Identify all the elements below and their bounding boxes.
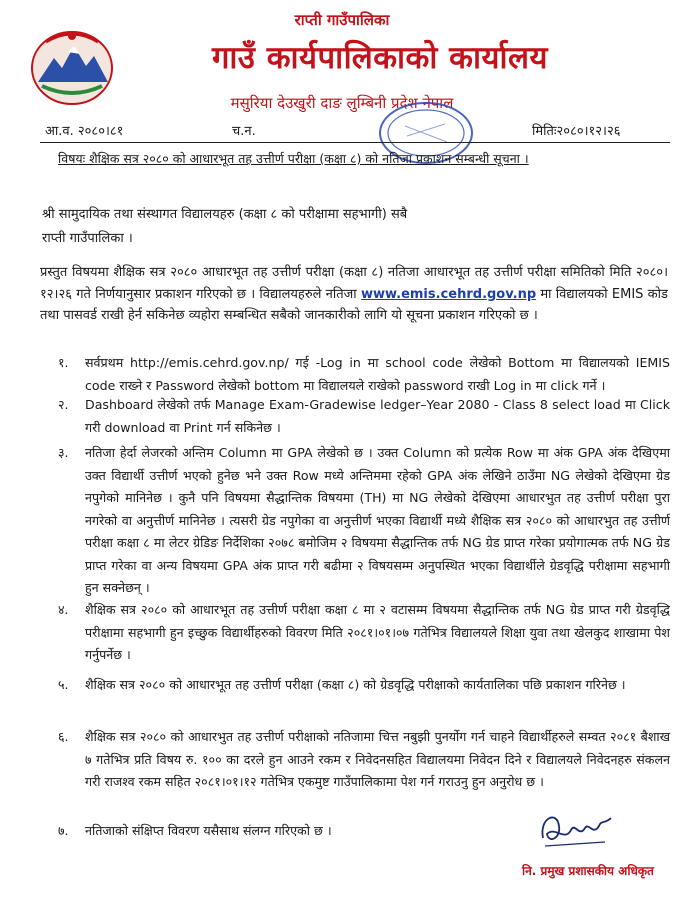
signature: [535, 808, 615, 854]
item-text: नतिजाको संक्षिप्त विवरण यसैसाथ संलग्न गरिएको छ ।: [85, 823, 332, 838]
item-number: ४.: [58, 602, 69, 617]
header-divider: [40, 142, 670, 143]
item-number: ५.: [58, 677, 69, 692]
dispatch-number: च.न.: [232, 124, 256, 139]
intro-text-continued: मा विद्यालयको EMIS कोड तथा पासवर्ड राखी हेर्न सकिनेछ व्यहोरा सम्बन्धित सबैको जानकारीको लागि यो सूचना प्रकाशन गरिएको छ ।: [40, 286, 668, 323]
emis-link[interactable]: www.emis.cehrd.gov.np: [360, 286, 537, 302]
letter-date: मितिः२०८०।१२।२६: [532, 124, 621, 139]
subject-line: विषयः शैक्षिक सत्र २०८० को आधारभूत तह उत्तीर्ण परीक्षा (कक्षा ८) को नतिजा प्रकाशन सम्बन्धी सूचना ।: [58, 151, 529, 166]
office-name: राप्ती गाउँपालिका: [294, 11, 390, 29]
signatory-title: नि. प्रमुख प्रशासकीय अधिकृत: [522, 864, 654, 878]
item-number: ७.: [58, 823, 69, 838]
item-text: Dashboard लेखेको तर्फ Manage Exam-Gradewise ledger–Year 2080 - Class 8 select load मा Click गरी download वा Print गर्न सकिनेछ ।: [85, 397, 670, 435]
item-text: शैक्षिक सत्र २०८० को आधारभूत तह उत्तीर्ण परीक्षा कक्षा ८ मा २ वटासम्म विषयमा सैद्धान्तिक तर्फ NG ग्रेड प्राप्त गरी ग्रेडवृद्धि परीक्षामा सहभागी हुन इच्छुक विद्यार्थीहरुको विवरण मिति २०८१।०१।०७ गतेभित्र विद्यालयले शिक्षा युवा तथा खेलकुद शाखामा पेश गर्नुपर्नेछ ।: [85, 602, 670, 662]
item-text: सर्वप्रथम http://emis.cehrd.gov.np/ गई -Log in मा school code लेखेको Bottom मा विद्यालयको IEMIS code राख्ने र Password लेखेको bottom मा विद्यालयले राखेको password राखी Log in मा click गर्ने ।: [85, 355, 670, 393]
intro-paragraph: [40, 262, 668, 327]
fiscal-year: आ.व. २०८०।८१: [45, 124, 124, 139]
office-address: मसुरिया देउखुरी दाङ लुम्बिनी प्रदेश नेपाल: [230, 94, 454, 112]
addressee: [42, 203, 652, 251]
item-number: ३.: [58, 445, 69, 460]
office-title: गाउँ कार्यपालिकाको कार्यालय: [211, 40, 549, 76]
addressee-line-1: श्री सामुदायिक तथा संस्थागत विद्यालयहरु (कक्षा ८ को परीक्षामा सहभागी) सबै: [42, 207, 408, 222]
item-text: नतिजा हेर्दा लेजरको अन्तिम Column मा GPA लेखेको छ । उक्त Column को प्रत्येक Row मा अंक GPA अंक देखिएमा उक्त विद्यार्थी उत्तीर्ण भएको हुनेछ भने उक्त Row मध्ये अन्तिममा रहेको GPA अंक लेखिने ठाउँमा NG लेखेको देखिएमा ग्रेड नपुगेको मानिनेछ । कुनै पनि विषयमा सैद्धान्तिक विषयमा (TH) मा NG लेखेको देखिएमा आधारभुत तह उत्तीर्ण परीक्षा पुरा नगरेको वा अनुत्तीर्ण मानिनेछ । त्यसरी ग्रेड नपुगेका वा अनुत्तीर्ण भएका विद्यार्थी मध्ये शैक्षिक सत्र २०८० को आधारभुत तह उत्तीर्ण परीक्षा कक्षा ८ मा लेटर ग्रेडिङ निर्देशिका २०७८ बमोजिम २ विषयमा सैद्धान्तिक तर्फ NG ग्रेड प्राप्त गरेका प्रयोगात्मक तर्फ NG ग्रेड प्राप्त गरेका वा अन्य विषयमा GPA अंक प्राप्त गरी बढीमा २ विषयसम्म अनुपस्थित भएका विद्यार्थीले ग्रेडवृद्धि परीक्षामा सहभागी हुन सक्नेछन् ।: [85, 445, 670, 595]
item-number: २.: [58, 397, 69, 412]
item-number: १.: [58, 355, 69, 370]
item-text: शैक्षिक सत्र २०८० को आधारभुत तह उत्तीर्ण परीक्षाको नतिजामा चित्त नबुझी पुनर्योग गर्न चाहने विद्यार्थीहरुले सम्वत २०८१ बैशाख ७ गतेभित्र प्रति विषय रु. १०० का दरले हुन आउने रकम र निवेदनसहित विद्यालयमा निवेदन दिने र विद्यालयले निवेदनहरु संकलन गरी राजश्व रकम सहित २०८१।०१।१२ गतेभित्र एकमुष्ट गाउँपालिकामा पेश गर्न गराउनु हुन अनुरोध छ ।: [85, 729, 670, 789]
intro-text: प्रस्तुत विषयमा शैक्षिक सत्र २०८० आधारभूत तह उत्तीर्ण परीक्षा (कक्षा ८) नतिजा आधारभूत तह उत्तीर्ण परीक्षा समितिको मिति २०८०।१२।२६ गते निर्णयानुसार प्रकाशन गरिएको छ । विद्यालयहरुले नतिजा: [40, 265, 668, 302]
item-number: ६.: [58, 729, 69, 744]
item-text: शैक्षिक सत्र २०८० को आधारभूत तह उत्तीर्ण परीक्षा (कक्षा ८) को ग्रेडवृद्धि परीक्षाको कार्यतालिका पछि प्रकाशन गरिनेछ ।: [85, 677, 626, 692]
addressee-line-2: राप्ती गाउँपालिका ।: [42, 231, 133, 246]
